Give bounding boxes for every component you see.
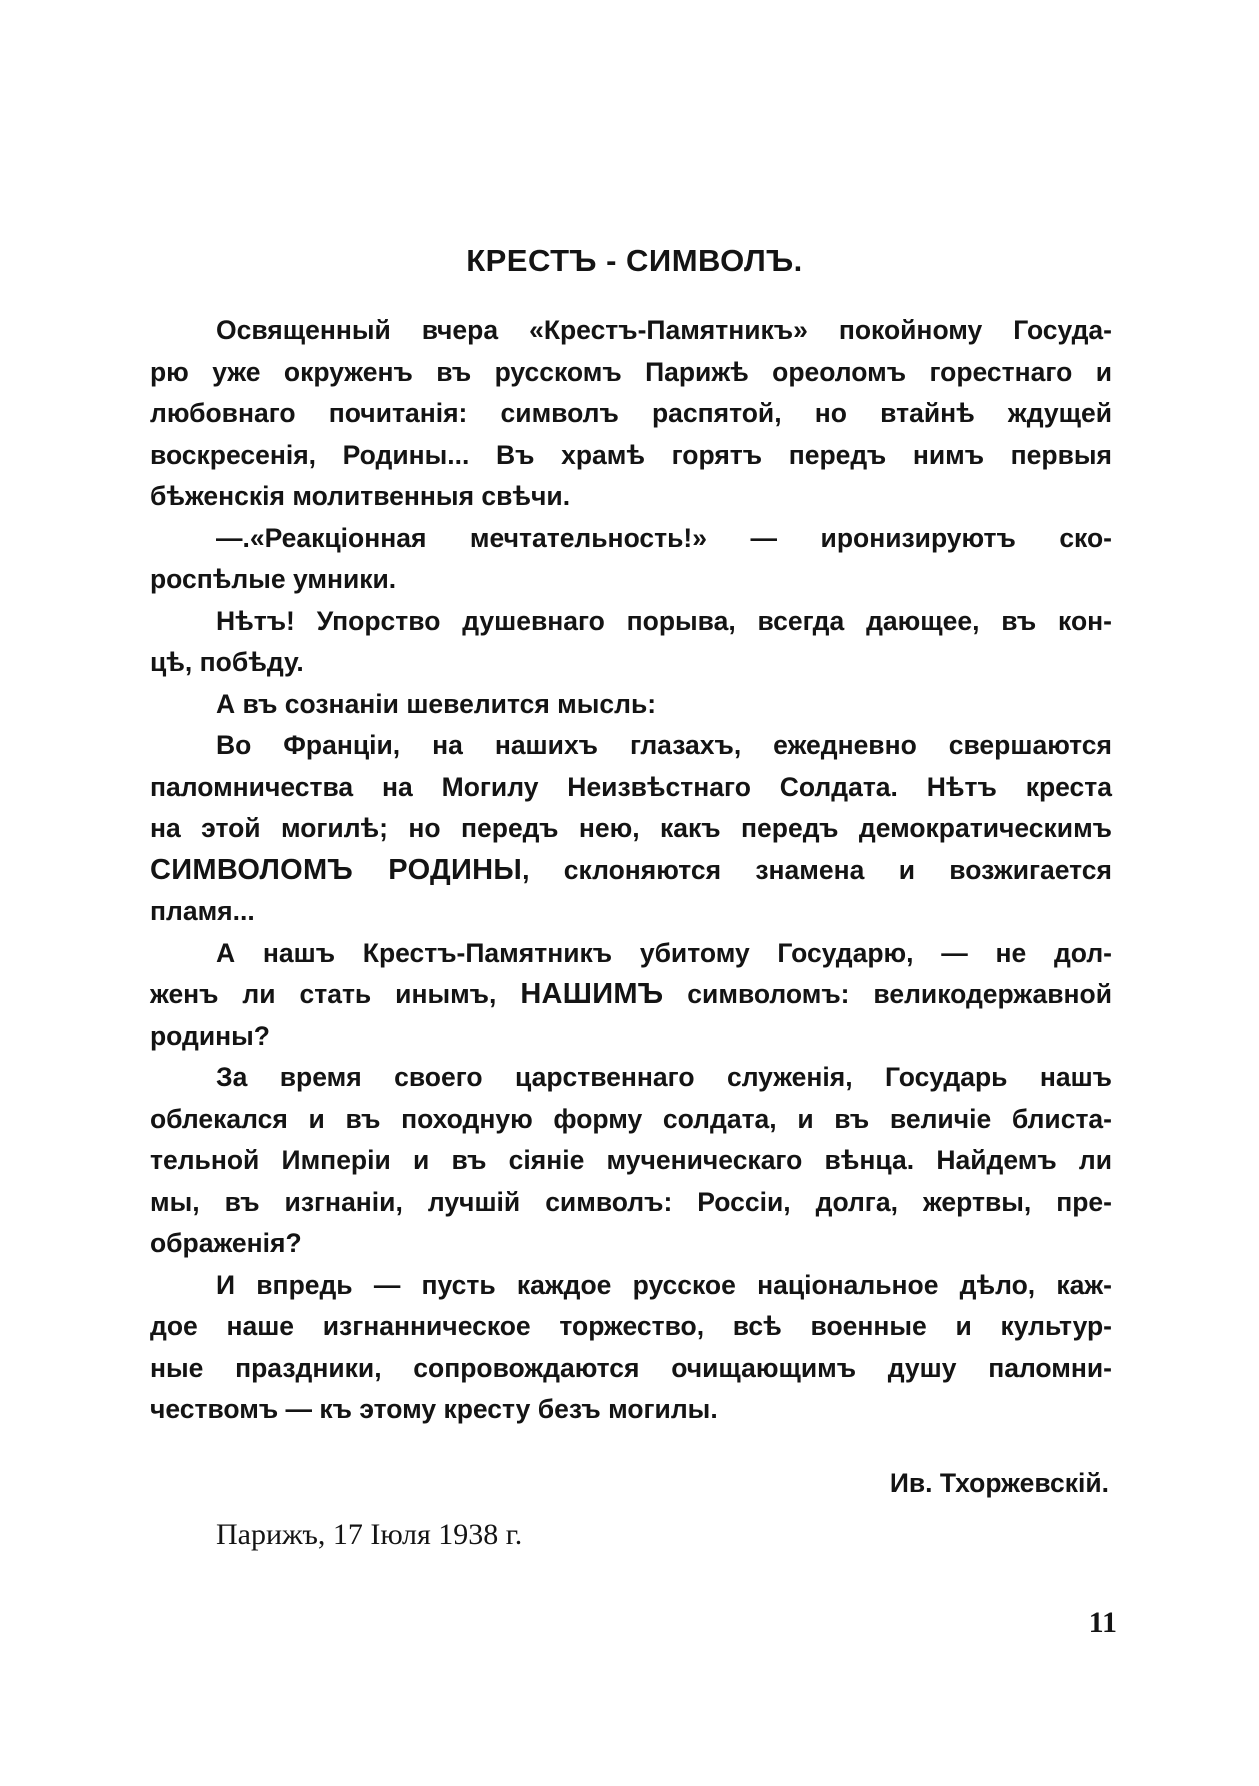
text-line: роспѣлые умники.	[150, 564, 397, 594]
text-line: родины?	[150, 1020, 270, 1051]
article-title: КРЕСТЪ - СИМВОЛЪ.	[466, 243, 803, 278]
text-line: тельной Имперіи и въ сіяніе мученическаго вѣнца. Найдемъ ли	[150, 1145, 1112, 1175]
paragraph-6	[150, 933, 1112, 1058]
text-line: Освященный вчера «Крестъ-Памятникъ» покойному Госуда-	[216, 315, 1112, 345]
text-line: любовнаго почитанія: символъ распятой, но втайнѣ ждущей	[150, 398, 1112, 428]
text-line: —.«Реакціонная мечтательность!» — иронизируютъ ско-	[216, 522, 1112, 553]
article-body	[150, 310, 1112, 1431]
text-line: ображенія?	[150, 1228, 302, 1258]
text-line: А нашъ Крестъ-Памятникъ убитому Государю, — не дол-	[216, 937, 1112, 968]
text-fragment: женъ ли стать инымъ,	[150, 979, 521, 1009]
emphasized-phrase: СИМВОЛОМЪ РОДИНЫ	[150, 853, 523, 886]
paragraph-5	[150, 725, 1112, 933]
text-line: За время своего царственнаго служенія, Государь нашъ	[216, 1062, 1112, 1092]
text-line: пламя...	[150, 896, 255, 926]
text-line: Нѣтъ! Упорство душевнаго порыва, всегда дающее, въ кон-	[216, 605, 1112, 636]
text-line: И впредь — пусть каждое русское національное дѣло, каж-	[216, 1269, 1112, 1300]
text-line-emphasis	[150, 974, 1112, 1016]
paragraph-8	[150, 1265, 1112, 1431]
author-signature: Ив. Тхоржевскій.	[889, 1468, 1109, 1498]
paragraph-1	[150, 310, 1112, 518]
paragraph-7	[150, 1057, 1112, 1265]
text-line: на этой могилѣ; но передъ нею, какъ передъ демократическимъ	[150, 813, 1112, 843]
text-line: мы, въ изгнаніи, лучшій символъ: Россіи, долга, жертвы, пре-	[150, 1186, 1112, 1217]
text-line: ные праздники, сопровождаются очищающимъ душу паломни-	[150, 1352, 1112, 1383]
emphasized-phrase: НАШИМЪ	[520, 978, 664, 1010]
text-line-emphasis	[150, 850, 1112, 892]
text-fragment: , склоняются знамена и возжигается	[522, 854, 1112, 885]
text-line: Во Франціи, на нашихъ глазахъ, ежедневно свершаются	[216, 730, 1112, 760]
dateline: Парижъ, 17 Іюля 1938 г.	[216, 1518, 523, 1551]
text-line: А въ сознаніи шевелится мысль:	[216, 688, 657, 719]
text-line: дое наше изгнанническое торжество, всѣ военные и культур-	[150, 1311, 1112, 1341]
text-line: чествомъ — къ этому кресту безъ могилы.	[150, 1394, 718, 1424]
text-line: паломничества на Могилу Неизвѣстнаго Солдата. Нѣтъ креста	[150, 771, 1112, 802]
text-line: воскресенія, Родины... Въ храмѣ горятъ передъ нимъ первыя	[150, 439, 1112, 470]
paragraph-4	[150, 684, 1112, 726]
text-line: рю уже окруженъ въ русскомъ Парижѣ ореоломъ горестнаго и	[150, 356, 1112, 387]
text-line: облекался и въ походную форму солдата, и въ величіе блиста-	[150, 1103, 1112, 1134]
text-line: цѣ, побѣду.	[150, 647, 304, 677]
text-fragment: символомъ: великодержавной	[663, 979, 1112, 1009]
text-line: бѣженскія молитвенныя свѣчи.	[150, 481, 571, 511]
page-number: 11	[1088, 1606, 1117, 1639]
paragraph-3	[150, 601, 1112, 684]
paragraph-2	[150, 518, 1112, 601]
